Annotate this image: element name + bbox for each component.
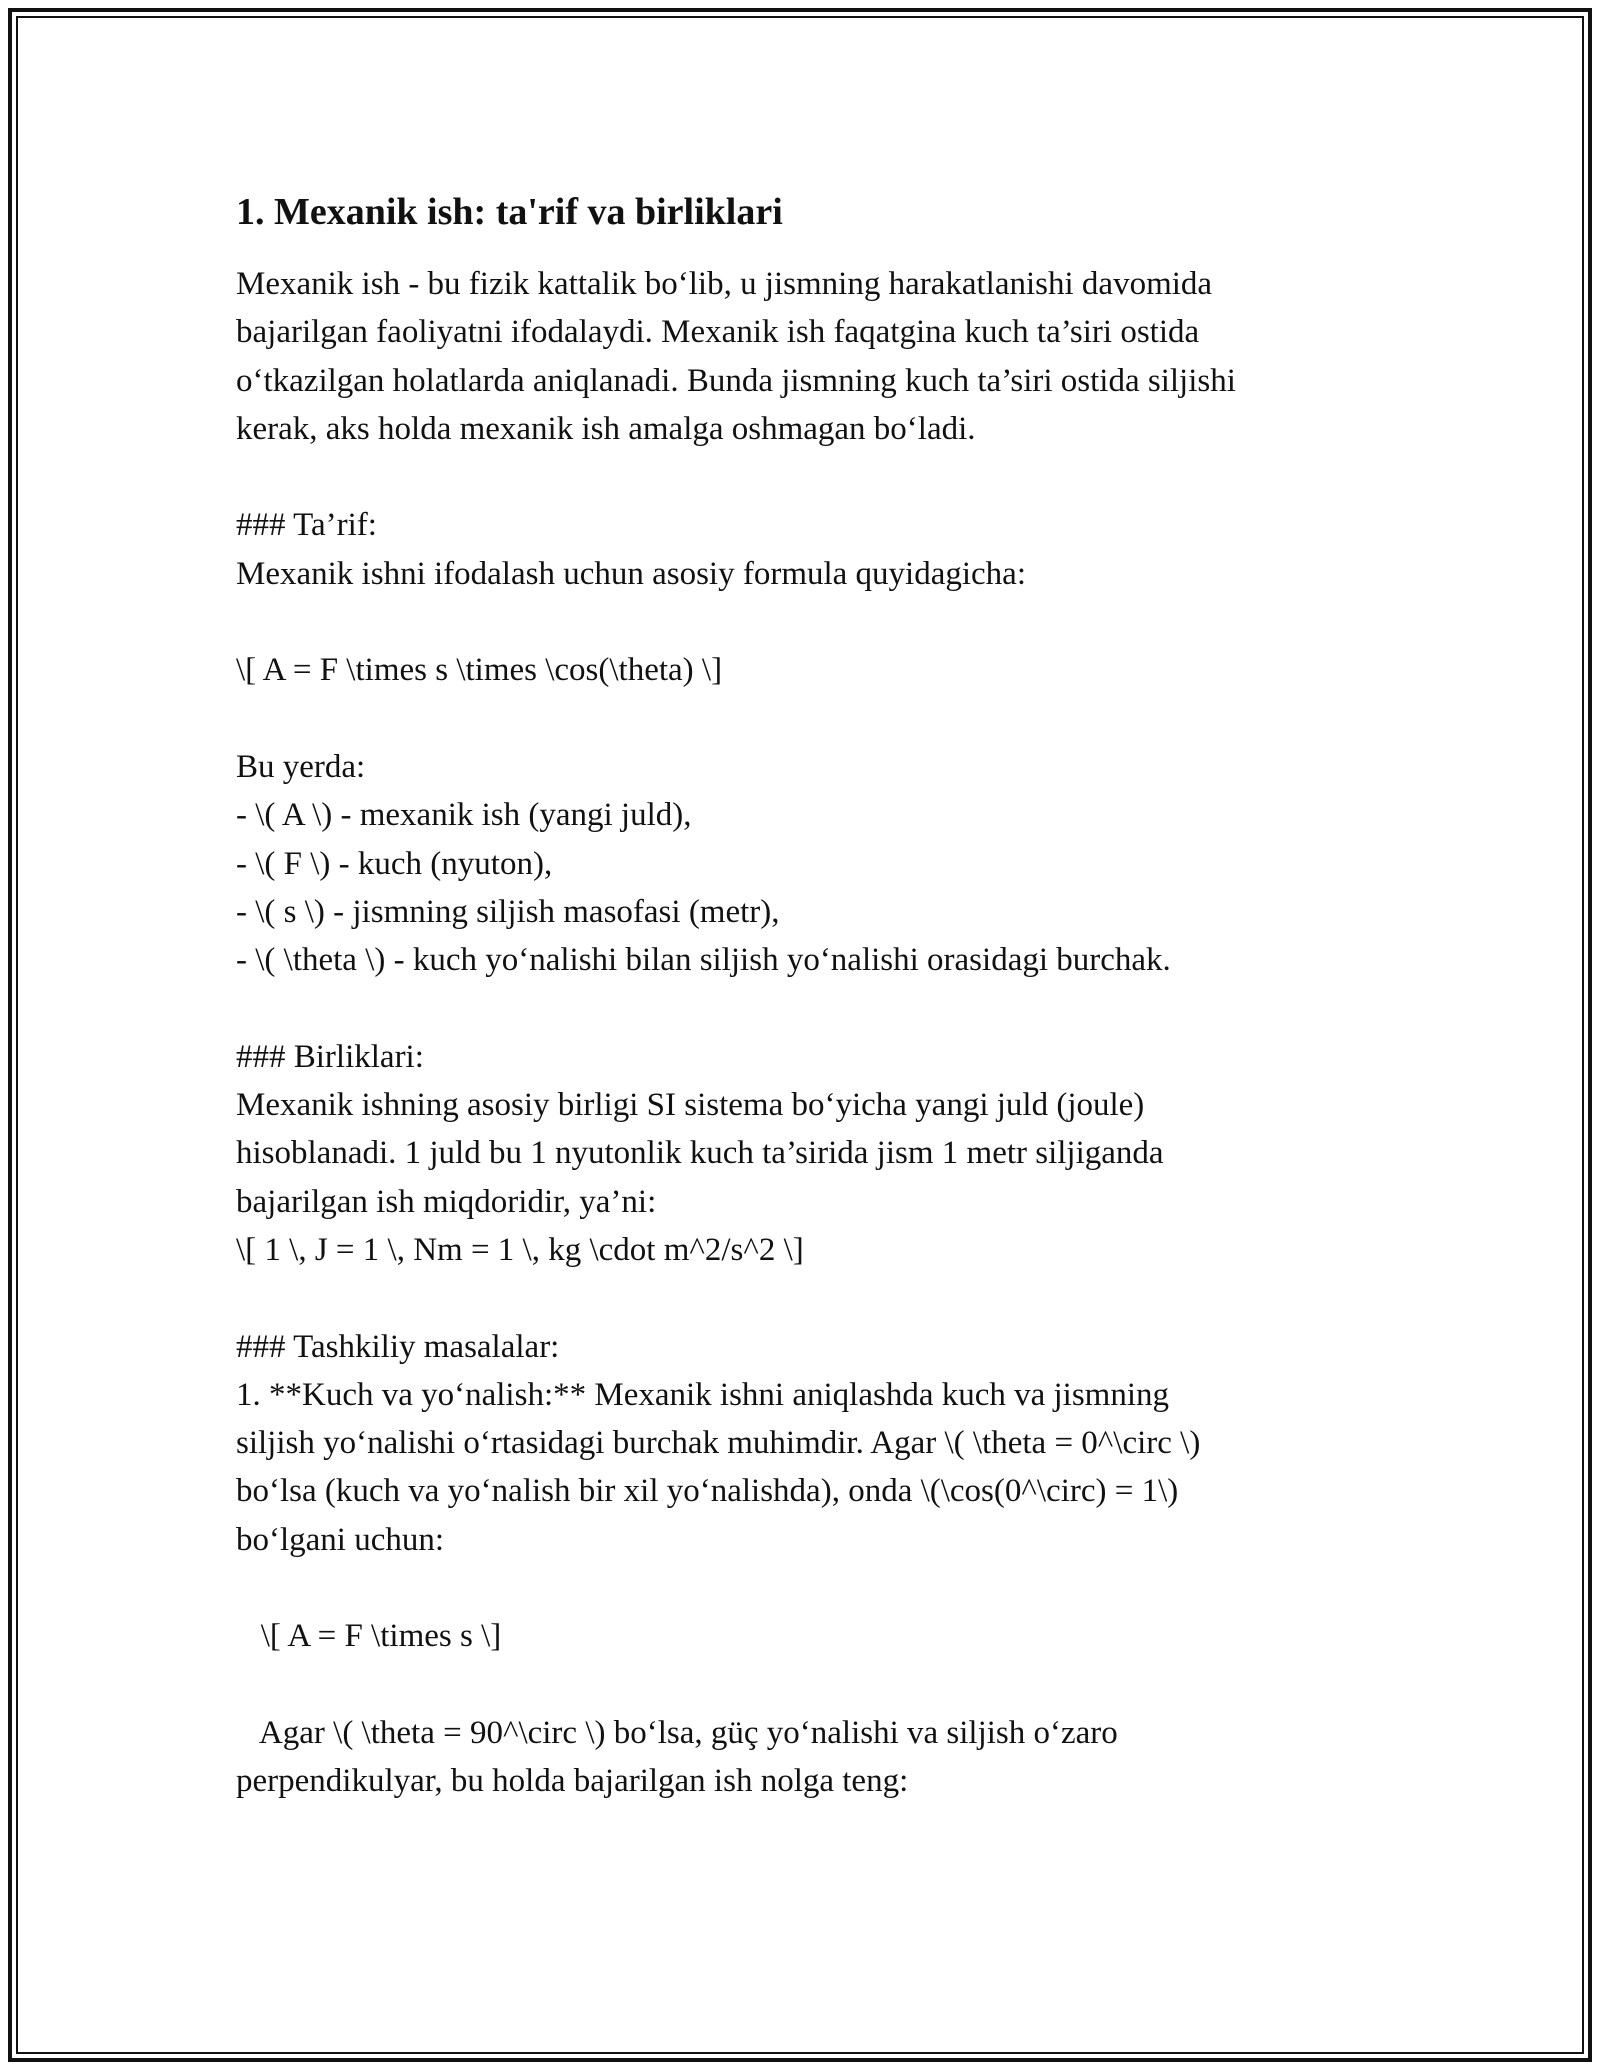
text-line: Mexanik ish - bu fizik kattalik boʻlib, u jismning harakatlanishi davomida bbox=[236, 266, 1213, 302]
text-line: bajarilgan faoliyatni ifodalaydi. Mexanik ish faqatgina kuch ta’siri ostida bbox=[236, 314, 1200, 351]
blank-line bbox=[236, 1661, 1366, 1709]
text-line: Mexanik ishning asosiy birligi SI sistema boʻyicha yangi juld (joule) bbox=[236, 1087, 1145, 1124]
text-block bbox=[236, 260, 1366, 1806]
text-line: - \( F \) - kuch (nyuton), bbox=[236, 845, 553, 882]
text-line: oʻtkazilgan holatlarda aniqlanadi. Bunda jismning kuch ta’siri ostida siljishi bbox=[236, 362, 1236, 399]
text-line: kerak, aks holda mexanik ish amalga oshmagan boʻladi. bbox=[236, 410, 976, 447]
text-line: ### Birliklari: bbox=[236, 1038, 424, 1075]
document-body bbox=[236, 186, 1366, 1806]
text-line: Mexanik ishni ifodalash uchun asosiy formula quyidagicha: bbox=[236, 555, 1027, 592]
text-line: \[ A = F \times s \times \cos(\theta) \] bbox=[236, 652, 723, 689]
text-line: siljish yoʻnalishi oʻrtasidagi burchak muhimdir. Agar \( \theta = 0^\circ \) bbox=[236, 1425, 1201, 1462]
blank-line bbox=[236, 1274, 1366, 1322]
text-line: perpendikulyar, bu holda bajarilgan ish nolga teng: bbox=[236, 1763, 909, 1800]
text-line: - \( s \) - jismning siljish masofasi (metr), bbox=[236, 893, 780, 930]
blank-line bbox=[236, 984, 1366, 1032]
text-line: - \( \theta \) - kuch yoʻnalishi bilan siljish yoʻnalishi orasidagi burchak. bbox=[236, 942, 1171, 979]
text-line: Bu yerda: bbox=[236, 748, 366, 785]
text-line: \[ A = F \times s \] bbox=[236, 1618, 502, 1655]
blank-line bbox=[236, 1564, 1366, 1612]
text-line: boʻlsa (kuch va yoʻnalish bir xil yoʻnalishda), onda \(\cos(0^\circ) = 1\) bbox=[236, 1473, 1179, 1510]
blank-line bbox=[236, 598, 1366, 646]
text-line: ### Ta’rif: bbox=[236, 507, 377, 544]
blank-line bbox=[236, 453, 1366, 501]
blank-line bbox=[236, 695, 1366, 743]
text-line: Agar \( \theta = 90^\circ \) boʻlsa, güç yoʻnalishi va siljish oʻzaro bbox=[236, 1714, 1118, 1751]
text-line: \[ 1 \, J = 1 \, Nm = 1 \, kg \cdot m^2/s^2 \] bbox=[236, 1231, 804, 1268]
text-line: boʻlgani uchun: bbox=[236, 1521, 445, 1558]
section-title: 1. Mexanik ish: ta'rif va birliklari bbox=[236, 191, 783, 233]
text-line: 1. **Kuch va yoʻnalish:** Mexanik ishni aniqlashda kuch va jismning bbox=[236, 1376, 1170, 1413]
text-line: ### Tashkiliy masalalar: bbox=[236, 1328, 560, 1365]
text-line: - \( A \) - mexanik ish (yangi juld), bbox=[236, 797, 692, 834]
text-line: bajarilgan ish miqdoridir, ya’ni: bbox=[236, 1183, 657, 1220]
text-line: hisoblanadi. 1 juld bu 1 nyutonlik kuch ta’sirida jism 1 metr siljiganda bbox=[236, 1135, 1164, 1172]
